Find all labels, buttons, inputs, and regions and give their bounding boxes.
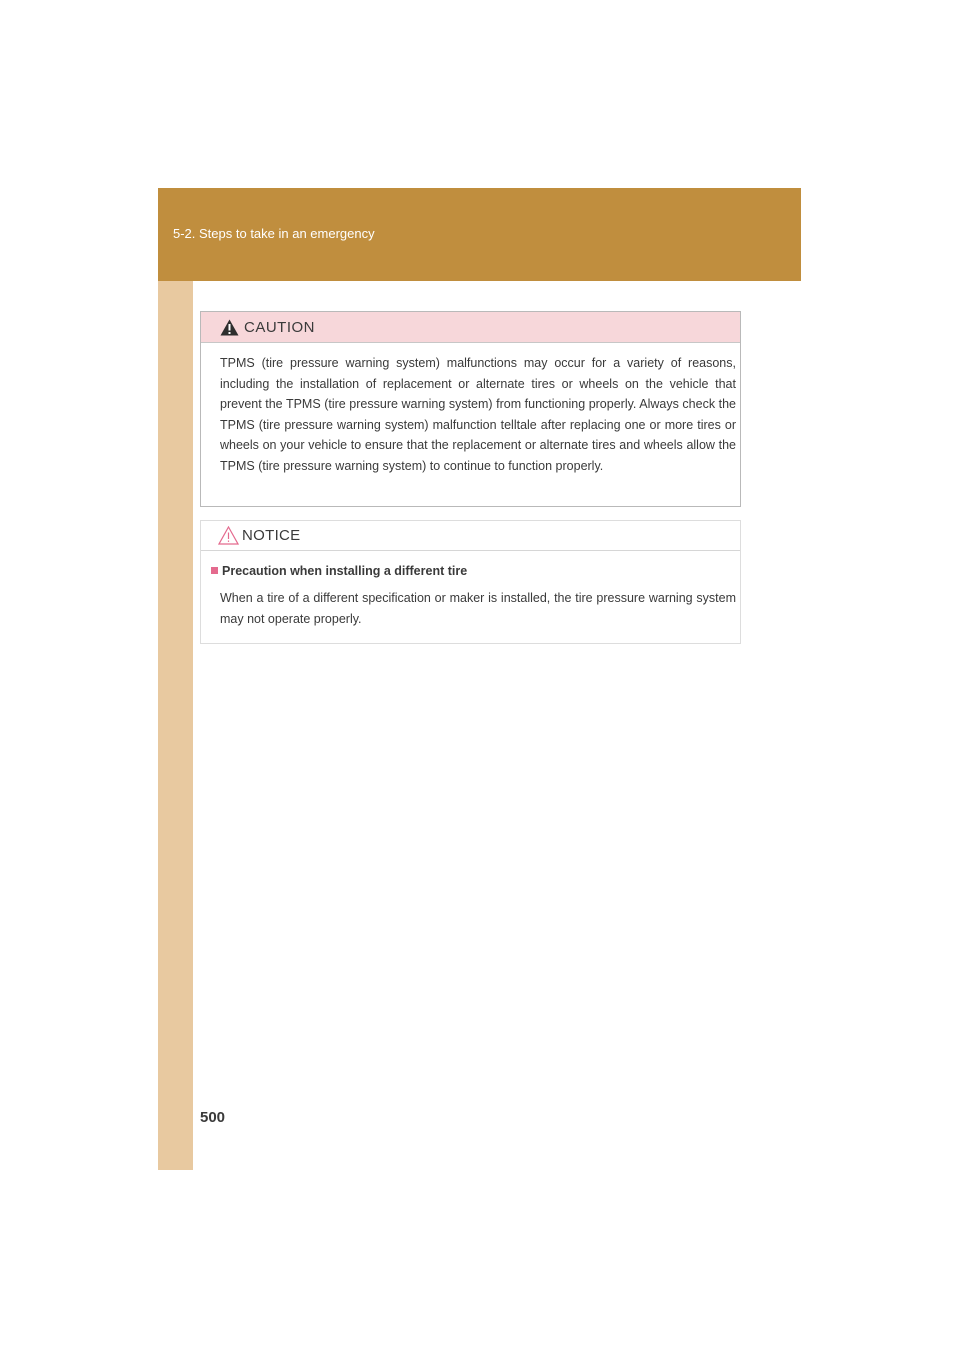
caution-header	[201, 312, 740, 343]
header-band	[158, 188, 801, 281]
warning-triangle-outline-icon	[218, 526, 239, 545]
square-bullet-icon	[211, 567, 218, 574]
page-number: 500	[200, 1109, 226, 1126]
warning-triangle-filled-icon	[220, 319, 239, 336]
side-strip	[158, 188, 193, 1170]
notice-header	[201, 521, 740, 551]
caution-box	[200, 311, 741, 507]
section-title: 5-2. Steps to take in an emergency	[173, 226, 375, 241]
caution-body: TPMS (tire pressure warning system) malfunctions may occur for a variety of reasons, including the installation of replacement or alternate tires or wheels on the vehicle that prevent the TPMS (tire pressure warning system) from functioning properly. Always check the TPMS (tire pressure warning system) malfunction telltale after replacing one or more tires or wheels on your vehicle to ensure that the replacement or alternate tires and wheels allow the TPMS (tire pressure warning system) to continue to function properly.	[220, 356, 736, 473]
notice-item-heading-text: Precaution when installing a different tire	[222, 564, 468, 578]
caution-title: CAUTION	[244, 319, 315, 336]
notice-item-body: When a tire of a different specification or maker is installed, the tire pressure warning system may not operate properly.	[220, 591, 736, 626]
notice-box	[200, 520, 741, 644]
notice-title: NOTICE	[242, 527, 301, 544]
notice-item-heading	[211, 564, 467, 578]
